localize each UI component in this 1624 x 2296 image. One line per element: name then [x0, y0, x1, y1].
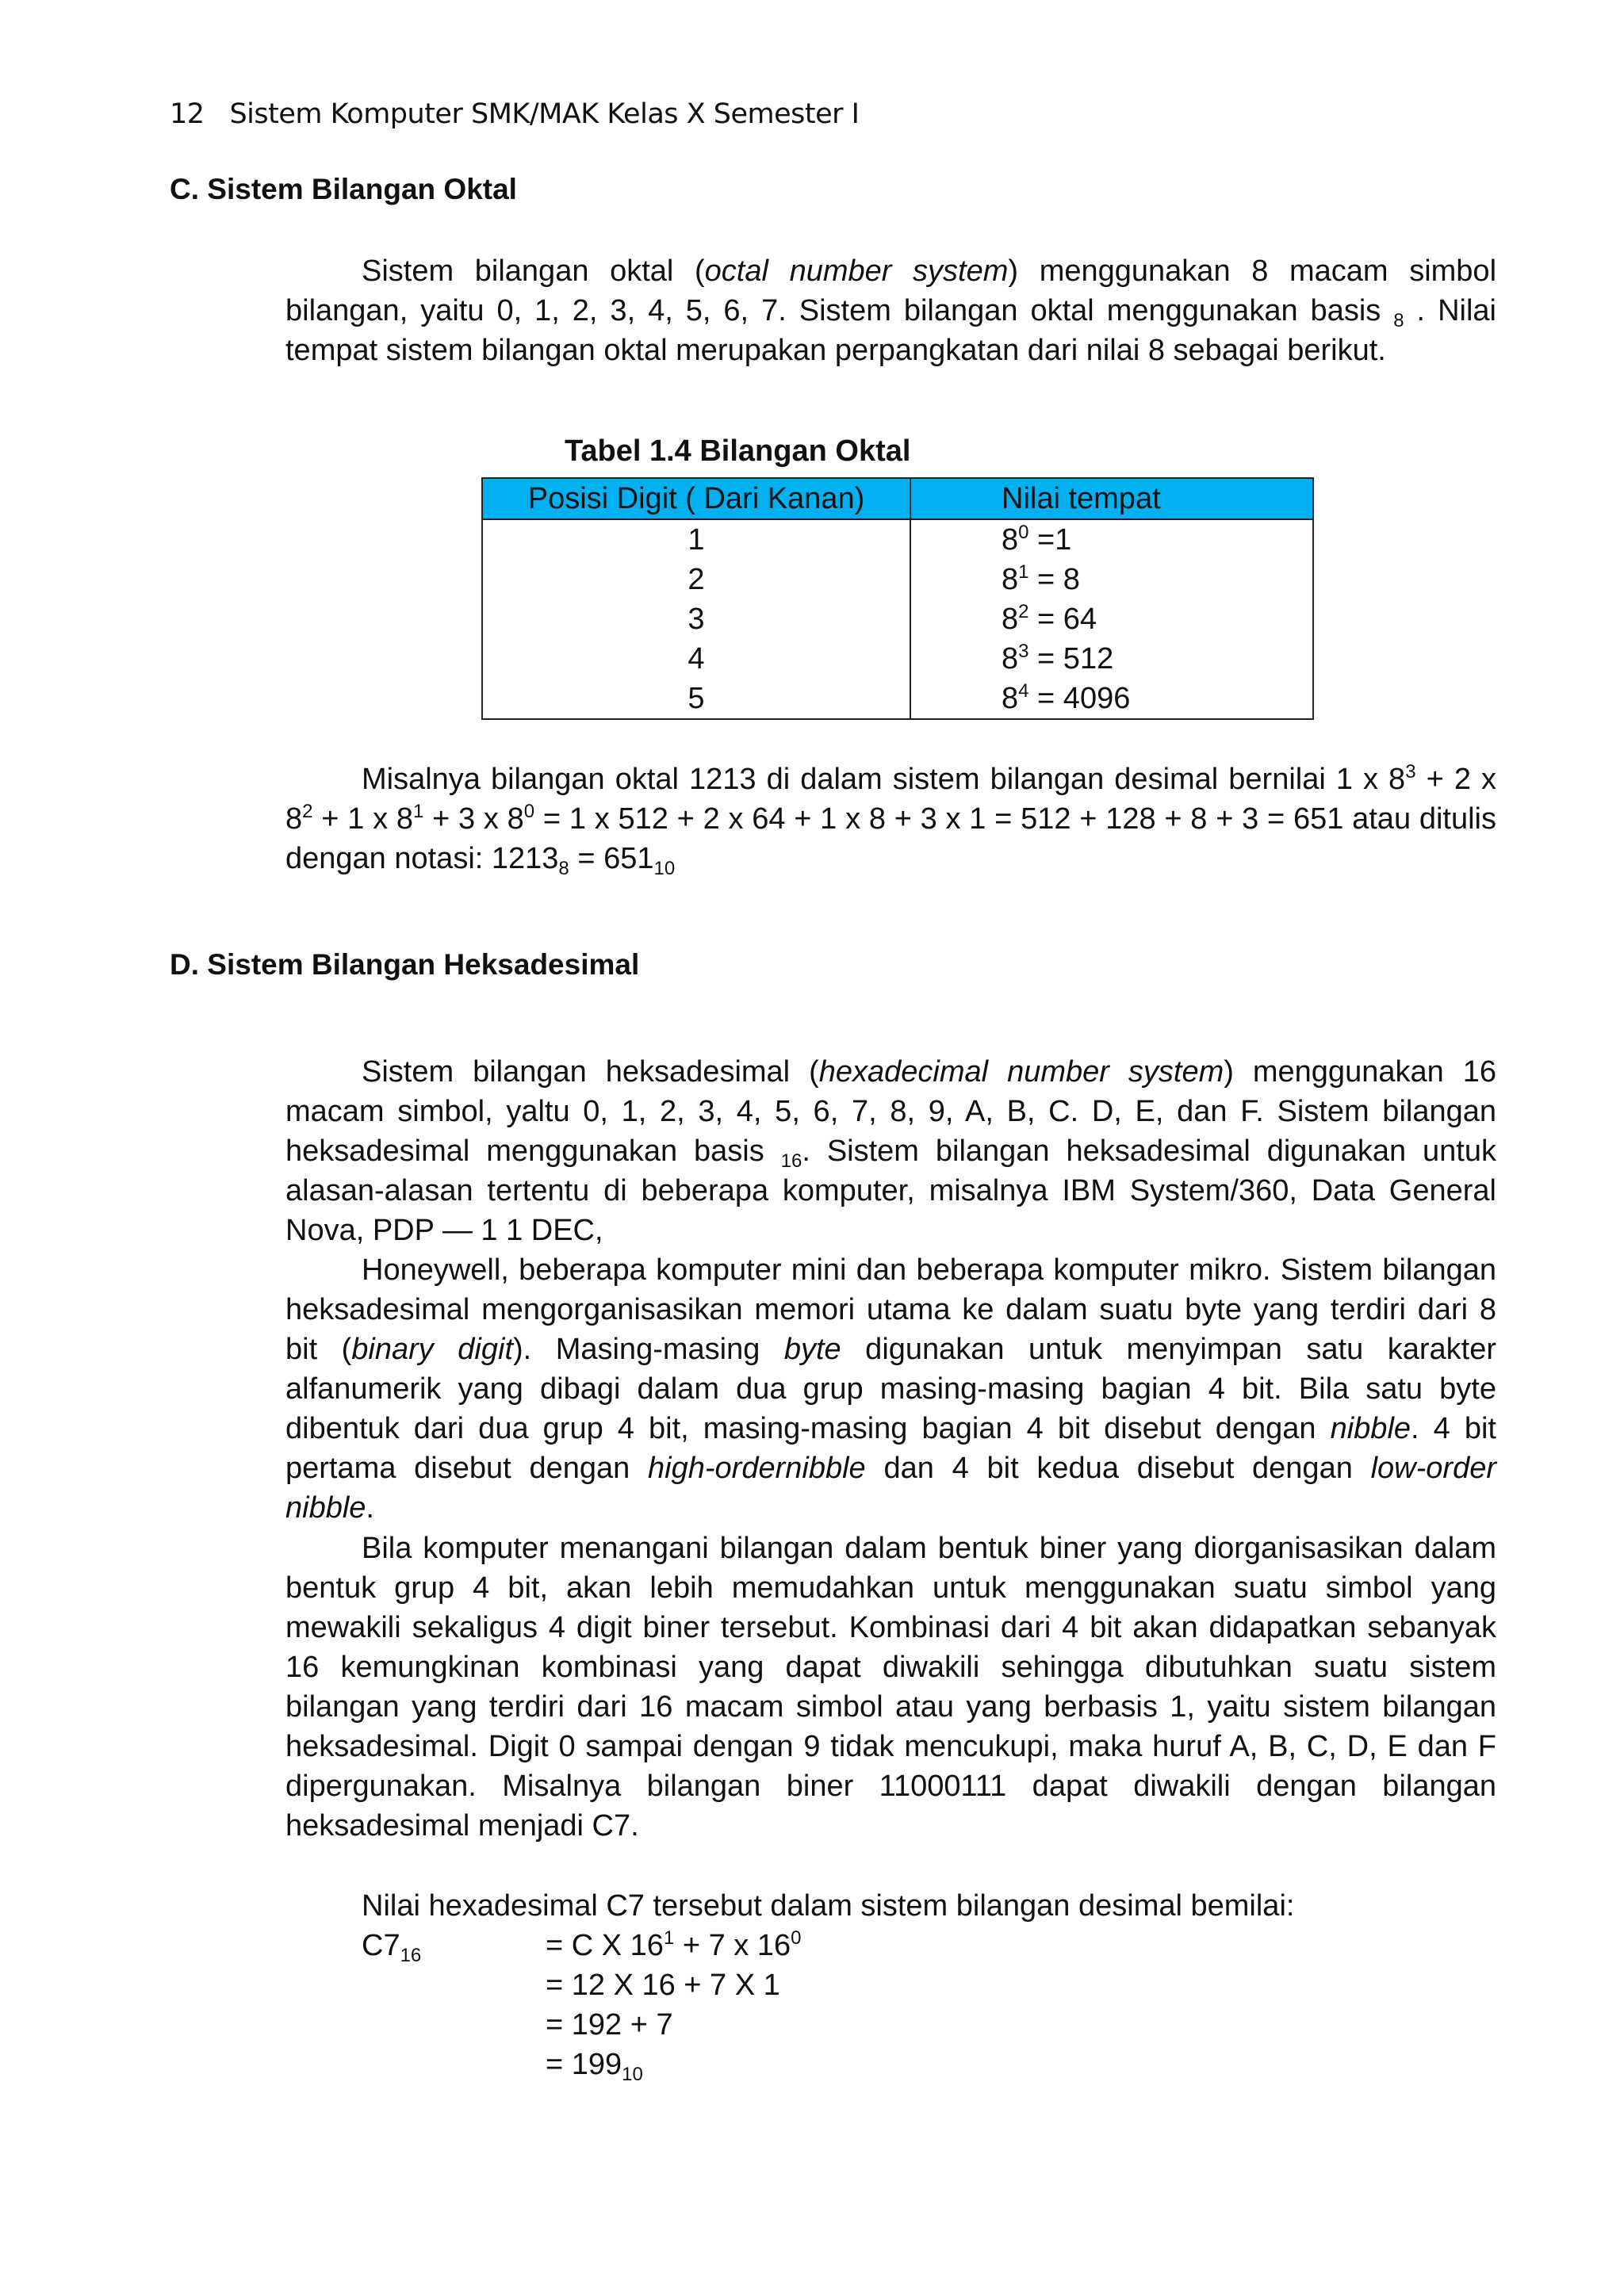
calc-label: $C7_{16}$	[362, 1929, 422, 1966]
page-number: 12	[170, 98, 205, 130]
table-row	[482, 679, 1313, 719]
position-cell: 5	[482, 679, 910, 719]
column-header-place-value: Nilai tempat	[910, 478, 1313, 519]
calc-step-1: = C X $16^1 + 7$ x $16^0$	[546, 1927, 802, 1962]
calc-step-4: = $199_{10}$	[546, 2048, 643, 2085]
calc-block	[362, 1926, 802, 2085]
calc-intro: Nilai hexadesimal C7 tersebut dalam sistem bilangan desimal bemilai:	[362, 1889, 1295, 1923]
section-c-paragraph-2: Misalnya bilangan oktal 1213 di dalam sistem bilangan desimal bernilai 1 x $8^3 + 2$ x $8^2 + 1$ x $8^1 + 3$ x $8^0 = 1$ x 512 + 2 x 64 + 1 x 8 + 3 x 1 = 512 + 128 + 8 + 3 = 651 atau ditulis dengan notasi: $1213_8 = 651_{10}$	[285, 761, 1496, 879]
table-row	[482, 639, 1313, 679]
place-value-cell: $8^0 =1$	[910, 519, 1313, 560]
place-value-cell: $8^2 = 64$	[910, 599, 1313, 639]
position-cell: 3	[482, 599, 910, 639]
table-caption: Tabel 1.4 Bilangan Oktal	[565, 434, 911, 468]
table-row	[482, 599, 1313, 639]
table-header-row	[482, 478, 1313, 519]
section-d-title: D. Sistem Bilangan Heksadesimal	[170, 948, 640, 981]
column-header-position: Posisi Digit ( Dari Kanan)	[482, 478, 910, 519]
section-d-paragraph-3: Bila komputer menangani bilangan dalam bentuk biner yang diorganisasikan dalam bentuk grup 4 bit, akan lebih memudahkan untuk menggunakan suatu simbol yang mewakili sekaligus 4 digit biner tersebut. Kombinasi dari 4 bit akan didapatkan sebanyak 16 kemungkinan kombinasi yang dapat diwakili sehingga dibutuhkan suatu sistem bilangan yang terdiri dari 16 macam simbol atau yang berbasis 1, yaitu sistem bilangan heksadesimal. Digit 0 sampai dengan 9 tidak mencukupi, maka huruf A, B, C, D, E dan F dipergunakan. Misalnya bilangan biner 11000111 dapat diwakili dengan bilangan heksadesimal menjadi C7.	[285, 1532, 1496, 1843]
section-d-paragraph-1: Sistem bilangan heksadesimal (hexadecimal number system) menggunakan 16 macam simbol, yaltu 0, 1, 2, 3, 4, 5, 6, 7, 8, 9, A, B, C. D, E, dan F. Sistem bilangan heksadesimal menggunakan basis $_{16}$. Sistem bilangan heksadesimal digunakan untuk alasan-alasan tertentu di beberapa komputer, misalnya IBM System/360, Data General Nova, PDP — 1 1 DEC,	[285, 1055, 1496, 1247]
table-row	[482, 519, 1313, 560]
position-cell: 4	[482, 639, 910, 679]
table-row	[482, 560, 1313, 599]
book-title: Sistem Komputer SMK/MAK Kelas X Semester I	[229, 98, 860, 130]
section-c-title: C. Sistem Bilangan Oktal	[170, 173, 517, 205]
section-c-paragraph-1: Sistem bilangan oktal (octal number system) menggunakan 8 macam simbol bilangan, yaitu 0, 1, 2, 3, 4, 5, 6, 7. Sistem bilangan oktal menggunakan basis $_8$ . Nilai tempat sistem bilangan oktal merupakan perpangkatan dari nilai 8 sebagai berikut.	[285, 254, 1497, 367]
position-cell: 2	[482, 560, 910, 599]
place-value-cell: $8^4 = 4096$	[910, 679, 1313, 719]
running-header	[170, 98, 859, 130]
calc-step-2: = 12 X 16 + 7 X 1	[546, 1969, 780, 2002]
place-value-cell: $8^1 = 8$	[910, 560, 1313, 599]
position-cell: 1	[482, 519, 910, 560]
calc-steps	[546, 1926, 801, 2084]
calc-step-3: = 192 + 7	[546, 2008, 673, 2042]
section-d-paragraph-2: Honeywell, beberapa komputer mini dan beberapa komputer mikro. Sistem bilangan heksadesimal mengorganisasikan memori utama ke dalam suatu byte yang terdiri dari 8 bit (binary digit). Masing-masing byte digunakan untuk menyimpan satu karakter alfanumerik yang dibagi dalam dua grup masing-masing bagian 4 bit. Bila satu byte dibentuk dari dua grup 4 bit, masing-masing bagian 4 bit disebut dengan nibble. 4 bit pertama disebut dengan high-ordernibble dan 4 bit kedua disebut dengan low-order nibble.	[285, 1253, 1497, 1525]
octal-table	[481, 477, 1314, 720]
place-value-cell: $8^3 = 512$	[910, 639, 1313, 679]
